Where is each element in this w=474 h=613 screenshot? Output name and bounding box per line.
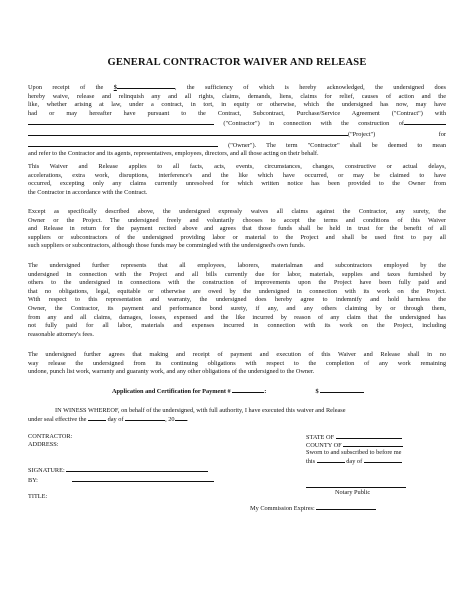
para3-line: Except as specifically described above, the undersigned expressly waives all claims against the Contractor, any surety, the bbox=[28, 208, 446, 215]
sworn-text: Sworn to and subscribed to before me bbox=[306, 449, 402, 456]
para3-line: and Release in return for the payment recited above and agrees that those funds shall be held in trust for the benefit of all bbox=[28, 225, 446, 233]
para2-line: the Contractor in accordance with the Contract. bbox=[28, 188, 148, 196]
para1-line-3: like, whether arising at law, under a contract, in tort, in equity or otherwise, which the undersigned has now, may have bbox=[28, 101, 446, 109]
paragraph-receipt bbox=[28, 82, 446, 159]
para4-line: With respect to this representation and warranty, the undersigned does hereby agree to indemnify and hold harmless the bbox=[28, 296, 446, 304]
para5-line: undone, punch list work, warranty and guaranty work, and any other obligations of the undersigned to the Owner. bbox=[28, 368, 315, 376]
address-label: ADDRESS: bbox=[28, 441, 59, 448]
commission-label: My Commission Expires: bbox=[250, 505, 315, 512]
para4-line: Owner, the Contractor, its payment and performance bond surety, if any, and any others claiming by or through them, bbox=[28, 304, 446, 312]
state-label: STATE OF bbox=[306, 434, 335, 441]
document-title: GENERAL CONTRACTOR WAIVER AND RELEASE bbox=[107, 57, 367, 68]
para1-line-1: Upon receipt of the $ , the sufficiency of which is hereby acknowledged, the undersigned does bbox=[28, 84, 446, 91]
signature-field[interactable] bbox=[66, 466, 208, 472]
paragraph-representation bbox=[28, 262, 446, 339]
signature-row bbox=[28, 466, 208, 475]
para4-line: undersigned in connection with the Project and all bills currently due for labor, materials, supplies and taxes furnished by bbox=[28, 270, 446, 278]
commission-field[interactable] bbox=[316, 504, 376, 510]
para1-line-6: ("Project") for bbox=[28, 129, 446, 140]
effective-month-field[interactable] bbox=[125, 415, 165, 421]
para2-line: occurred, excepting only any claims currently unresolved for which written notice has been provided to the Owner from bbox=[28, 180, 446, 188]
witness-line-2: under seal effective the day of , 20 . bbox=[28, 416, 189, 423]
para1-line-7: ("Owner"). The term "Contractor" shall be deemed to mean bbox=[28, 140, 446, 151]
county-field[interactable] bbox=[343, 441, 403, 447]
para1-line-5: ("Contractor") in connection with the construction of bbox=[28, 118, 446, 129]
effective-day-field[interactable] bbox=[88, 415, 106, 421]
para2-line: accelerations, extra work, disruptions, interference's and the like which have occurred, or may be claimed to have bbox=[28, 171, 446, 179]
para2-line: This Waiver and Release applies to all facts, acts, events, circumstances, changes, constructive or actual delays, bbox=[28, 163, 446, 170]
notary-public-label: Notary Public bbox=[335, 489, 371, 496]
para5-line: way release the undersigned from its continuing obligations with respect to the completion of any work remaining bbox=[28, 359, 446, 367]
county-label: COUNTY OF bbox=[306, 442, 342, 449]
by-field[interactable] bbox=[72, 476, 214, 482]
para4-line: not fully paid for all labor, materials and expenses incurred in connection with its work on the Project, including bbox=[28, 322, 446, 330]
para4-line: from any and all claims, damages, losses, expensed and the like incurred by reason of any claim that the undersigned has bbox=[28, 313, 446, 321]
notary-day-field[interactable] bbox=[317, 457, 345, 463]
para3-line: Owner or the Project. The undersigned freely and voluntarily chooses to accept the terms and conditions of this Waiver bbox=[28, 216, 446, 224]
effective-year-field[interactable] bbox=[175, 415, 187, 421]
paragraph-obligations bbox=[28, 351, 446, 377]
application-line: Application and Certification for Payment # : $ bbox=[112, 387, 364, 396]
para1-line-2: hereby waive, release and relinquish any and all rights, claims, demands, liens, claims for relief, causes of action and the bbox=[28, 92, 446, 100]
para1-line-8: and refer to the Contractor and its agents, representatives, employees, directors, and all those acting on their behalf. bbox=[28, 150, 319, 158]
state-field[interactable] bbox=[336, 433, 402, 439]
application-label: Application and Certification for Payment # bbox=[112, 388, 231, 395]
signature-label: SIGNATURE: bbox=[28, 467, 65, 474]
para5-line: The undersigned further agrees that making and receipt of payment and execution of this Waiver and Release shall in no bbox=[28, 351, 446, 358]
payment-amount-field[interactable] bbox=[320, 387, 364, 393]
this-day-row: this day of bbox=[306, 457, 402, 466]
para4-line: The undersigned further represents that all employees, laborers, materialman and subcontractors employed by the bbox=[28, 262, 446, 269]
para4-line: reasonable attorney's fees. bbox=[28, 330, 94, 338]
by-label: BY: bbox=[28, 477, 38, 484]
paragraph-waiver bbox=[28, 208, 446, 251]
para3-line: suppliers or subcontractors of the undersigned providing labor or material to the Project and shall be used first to pay all bbox=[28, 233, 446, 241]
payment-number-field[interactable] bbox=[232, 387, 264, 393]
para4-line: others to the undersigned in connections with the construction of improvements upon the Project have been fully paid and bbox=[28, 279, 446, 287]
witness-line-1: IN WINESS WHEREOF, on behalf of the undersigned, with full authority, I have executed this waiver and Release bbox=[55, 407, 346, 414]
para3-line: such suppliers or subcontractors, although those funds may be commingled with the undersigned's own funds. bbox=[28, 242, 306, 250]
notary-month-field[interactable] bbox=[364, 457, 402, 463]
title-label: TITLE: bbox=[28, 493, 48, 500]
commission-row bbox=[250, 504, 376, 513]
paragraph-scope bbox=[28, 163, 446, 197]
payment-currency: $ bbox=[315, 388, 319, 395]
para1-line-4: had or may hereafter have pursuant to the Contract, Subcontract, Purchase/Service Agreement ("Contract") with bbox=[28, 109, 446, 117]
para4-line: that no obligations, legal, equitable or otherwise are owed by the undersigned in connection with its work on the Project. bbox=[28, 287, 446, 295]
by-row bbox=[28, 476, 214, 485]
contractor-label: CONTRACTOR: bbox=[28, 433, 73, 440]
notary-signature-field[interactable] bbox=[306, 482, 406, 488]
